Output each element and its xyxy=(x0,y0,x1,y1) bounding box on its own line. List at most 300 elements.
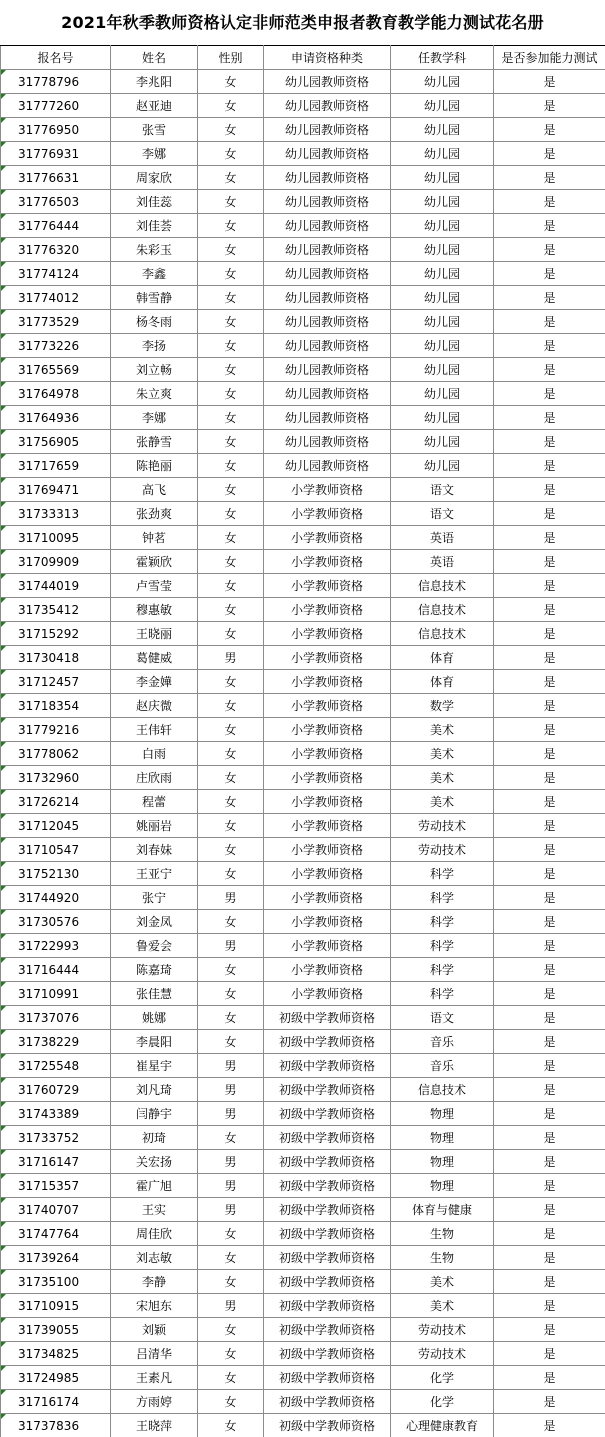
cell-id[interactable]: 31776950 xyxy=(1,118,111,142)
cell-id[interactable]: 31777260 xyxy=(1,94,111,118)
cell-id[interactable]: 31726214 xyxy=(1,790,111,814)
cell-certificate-type[interactable]: 小学教师资格 xyxy=(264,622,391,646)
cell-certificate-type[interactable]: 幼儿园教师资格 xyxy=(264,142,391,166)
cell-subject[interactable]: 物理 xyxy=(391,1102,494,1126)
cell-participate-test[interactable]: 是 xyxy=(494,310,605,334)
cell-id[interactable]: 31716174 xyxy=(1,1390,111,1414)
cell-certificate-type[interactable]: 初级中学教师资格 xyxy=(264,1198,391,1222)
cell-subject[interactable]: 语文 xyxy=(391,1006,494,1030)
cell-participate-test[interactable]: 是 xyxy=(494,454,605,478)
cell-gender[interactable]: 女 xyxy=(198,766,264,790)
cell-name[interactable]: 穆惠敏 xyxy=(111,598,198,622)
cell-id[interactable]: 31776503 xyxy=(1,190,111,214)
cell-id[interactable]: 31769471 xyxy=(1,478,111,502)
cell-subject[interactable]: 物理 xyxy=(391,1150,494,1174)
cell-participate-test[interactable]: 是 xyxy=(494,70,605,94)
cell-subject[interactable]: 生物 xyxy=(391,1222,494,1246)
cell-id[interactable]: 31739055 xyxy=(1,1318,111,1342)
cell-id[interactable]: 31712457 xyxy=(1,670,111,694)
cell-name[interactable]: 王伟轩 xyxy=(111,718,198,742)
cell-certificate-type[interactable]: 小学教师资格 xyxy=(264,934,391,958)
cell-id[interactable]: 31735100 xyxy=(1,1270,111,1294)
cell-subject[interactable]: 幼儿园 xyxy=(391,430,494,454)
cell-gender[interactable]: 女 xyxy=(198,382,264,406)
cell-subject[interactable]: 幼儿园 xyxy=(391,382,494,406)
cell-participate-test[interactable]: 是 xyxy=(494,694,605,718)
cell-subject[interactable]: 科学 xyxy=(391,910,494,934)
cell-subject[interactable]: 幼儿园 xyxy=(391,262,494,286)
cell-certificate-type[interactable]: 幼儿园教师资格 xyxy=(264,286,391,310)
cell-participate-test[interactable]: 是 xyxy=(494,1078,605,1102)
cell-participate-test[interactable]: 是 xyxy=(494,166,605,190)
cell-gender[interactable]: 女 xyxy=(198,574,264,598)
cell-participate-test[interactable]: 是 xyxy=(494,214,605,238)
cell-participate-test[interactable]: 是 xyxy=(494,982,605,1006)
cell-subject[interactable]: 语文 xyxy=(391,502,494,526)
cell-gender[interactable]: 男 xyxy=(198,646,264,670)
cell-gender[interactable]: 男 xyxy=(198,934,264,958)
cell-id[interactable]: 31730576 xyxy=(1,910,111,934)
cell-subject[interactable]: 科学 xyxy=(391,958,494,982)
cell-name[interactable]: 鲁爱会 xyxy=(111,934,198,958)
cell-certificate-type[interactable]: 初级中学教师资格 xyxy=(264,1006,391,1030)
cell-name[interactable]: 刘凡琦 xyxy=(111,1078,198,1102)
cell-name[interactable]: 杨冬雨 xyxy=(111,310,198,334)
cell-id[interactable]: 31737076 xyxy=(1,1006,111,1030)
cell-gender[interactable]: 女 xyxy=(198,694,264,718)
cell-participate-test[interactable]: 是 xyxy=(494,766,605,790)
cell-id[interactable]: 31710095 xyxy=(1,526,111,550)
cell-gender[interactable]: 女 xyxy=(198,1414,264,1437)
cell-gender[interactable]: 女 xyxy=(198,502,264,526)
cell-certificate-type[interactable]: 小学教师资格 xyxy=(264,478,391,502)
cell-certificate-type[interactable]: 初级中学教师资格 xyxy=(264,1222,391,1246)
cell-name[interactable]: 宋旭东 xyxy=(111,1294,198,1318)
cell-id[interactable]: 31730418 xyxy=(1,646,111,670)
cell-certificate-type[interactable]: 初级中学教师资格 xyxy=(264,1102,391,1126)
cell-certificate-type[interactable]: 小学教师资格 xyxy=(264,502,391,526)
cell-participate-test[interactable]: 是 xyxy=(494,1222,605,1246)
cell-name[interactable]: 李鑫 xyxy=(111,262,198,286)
cell-subject[interactable]: 幼儿园 xyxy=(391,94,494,118)
cell-name[interactable]: 李娜 xyxy=(111,142,198,166)
cell-subject[interactable]: 幼儿园 xyxy=(391,118,494,142)
cell-name[interactable]: 庄欣雨 xyxy=(111,766,198,790)
cell-certificate-type[interactable]: 小学教师资格 xyxy=(264,910,391,934)
cell-participate-test[interactable]: 是 xyxy=(494,934,605,958)
cell-name[interactable]: 王素凡 xyxy=(111,1366,198,1390)
cell-subject[interactable]: 美术 xyxy=(391,1294,494,1318)
cell-gender[interactable]: 女 xyxy=(198,670,264,694)
cell-participate-test[interactable]: 是 xyxy=(494,478,605,502)
cell-certificate-type[interactable]: 幼儿园教师资格 xyxy=(264,406,391,430)
cell-participate-test[interactable]: 是 xyxy=(494,862,605,886)
cell-name[interactable]: 刘佳蕊 xyxy=(111,190,198,214)
header-id[interactable]: 报名号 xyxy=(1,46,111,70)
cell-participate-test[interactable]: 是 xyxy=(494,790,605,814)
cell-participate-test[interactable]: 是 xyxy=(494,286,605,310)
cell-subject[interactable]: 幼儿园 xyxy=(391,358,494,382)
cell-id[interactable]: 31710915 xyxy=(1,1294,111,1318)
cell-name[interactable]: 刘佳荟 xyxy=(111,214,198,238)
cell-gender[interactable]: 女 xyxy=(198,1006,264,1030)
header-participate-test[interactable]: 是否参加能力测试 xyxy=(494,46,605,70)
cell-gender[interactable]: 女 xyxy=(198,1342,264,1366)
cell-id[interactable]: 31776931 xyxy=(1,142,111,166)
cell-certificate-type[interactable]: 小学教师资格 xyxy=(264,598,391,622)
cell-id[interactable]: 31756905 xyxy=(1,430,111,454)
cell-name[interactable]: 白雨 xyxy=(111,742,198,766)
cell-name[interactable]: 闫静宇 xyxy=(111,1102,198,1126)
cell-id[interactable]: 31778062 xyxy=(1,742,111,766)
cell-id[interactable]: 31764936 xyxy=(1,406,111,430)
cell-subject[interactable]: 体育与健康 xyxy=(391,1198,494,1222)
cell-id[interactable]: 31717659 xyxy=(1,454,111,478)
cell-certificate-type[interactable]: 小学教师资格 xyxy=(264,646,391,670)
cell-id[interactable]: 31739264 xyxy=(1,1246,111,1270)
cell-name[interactable]: 李兆阳 xyxy=(111,70,198,94)
cell-id[interactable]: 31715357 xyxy=(1,1174,111,1198)
cell-gender[interactable]: 女 xyxy=(198,70,264,94)
cell-id[interactable]: 31716444 xyxy=(1,958,111,982)
cell-certificate-type[interactable]: 幼儿园教师资格 xyxy=(264,334,391,358)
cell-subject[interactable]: 美术 xyxy=(391,742,494,766)
cell-participate-test[interactable]: 是 xyxy=(494,910,605,934)
cell-participate-test[interactable]: 是 xyxy=(494,1390,605,1414)
cell-certificate-type[interactable]: 初级中学教师资格 xyxy=(264,1030,391,1054)
cell-subject[interactable]: 物理 xyxy=(391,1174,494,1198)
cell-certificate-type[interactable]: 小学教师资格 xyxy=(264,526,391,550)
cell-participate-test[interactable]: 是 xyxy=(494,574,605,598)
cell-participate-test[interactable]: 是 xyxy=(494,382,605,406)
cell-gender[interactable]: 女 xyxy=(198,358,264,382)
cell-subject[interactable]: 科学 xyxy=(391,934,494,958)
cell-subject[interactable]: 幼儿园 xyxy=(391,214,494,238)
header-subject[interactable]: 任教学科 xyxy=(391,46,494,70)
cell-certificate-type[interactable]: 初级中学教师资格 xyxy=(264,1054,391,1078)
cell-name[interactable]: 李娜 xyxy=(111,406,198,430)
cell-subject[interactable]: 英语 xyxy=(391,550,494,574)
cell-id[interactable]: 31776320 xyxy=(1,238,111,262)
cell-name[interactable]: 周家欣 xyxy=(111,166,198,190)
cell-gender[interactable]: 女 xyxy=(198,598,264,622)
cell-subject[interactable]: 科学 xyxy=(391,862,494,886)
cell-participate-test[interactable]: 是 xyxy=(494,718,605,742)
cell-certificate-type[interactable]: 幼儿园教师资格 xyxy=(264,70,391,94)
cell-name[interactable]: 方雨婷 xyxy=(111,1390,198,1414)
cell-gender[interactable]: 女 xyxy=(198,814,264,838)
cell-id[interactable]: 31734825 xyxy=(1,1342,111,1366)
cell-id[interactable]: 31732960 xyxy=(1,766,111,790)
cell-participate-test[interactable]: 是 xyxy=(494,238,605,262)
cell-gender[interactable]: 男 xyxy=(198,1198,264,1222)
cell-participate-test[interactable]: 是 xyxy=(494,526,605,550)
cell-name[interactable]: 崔星宇 xyxy=(111,1054,198,1078)
cell-name[interactable]: 王晓丽 xyxy=(111,622,198,646)
cell-gender[interactable]: 女 xyxy=(198,526,264,550)
cell-name[interactable]: 葛健威 xyxy=(111,646,198,670)
cell-certificate-type[interactable]: 小学教师资格 xyxy=(264,982,391,1006)
cell-gender[interactable]: 女 xyxy=(198,550,264,574)
cell-id[interactable]: 31733313 xyxy=(1,502,111,526)
cell-name[interactable]: 王亚宁 xyxy=(111,862,198,886)
cell-participate-test[interactable]: 是 xyxy=(494,1246,605,1270)
cell-certificate-type[interactable]: 幼儿园教师资格 xyxy=(264,358,391,382)
cell-id[interactable]: 31760729 xyxy=(1,1078,111,1102)
cell-name[interactable]: 姚娜 xyxy=(111,1006,198,1030)
cell-id[interactable]: 31747764 xyxy=(1,1222,111,1246)
cell-gender[interactable]: 女 xyxy=(198,190,264,214)
cell-name[interactable]: 李金嬅 xyxy=(111,670,198,694)
cell-participate-test[interactable]: 是 xyxy=(494,406,605,430)
cell-name[interactable]: 刘春妹 xyxy=(111,838,198,862)
cell-participate-test[interactable]: 是 xyxy=(494,1174,605,1198)
cell-certificate-type[interactable]: 小学教师资格 xyxy=(264,742,391,766)
cell-participate-test[interactable]: 是 xyxy=(494,1150,605,1174)
cell-participate-test[interactable]: 是 xyxy=(494,262,605,286)
cell-gender[interactable]: 女 xyxy=(198,718,264,742)
cell-certificate-type[interactable]: 小学教师资格 xyxy=(264,838,391,862)
cell-id[interactable]: 31774124 xyxy=(1,262,111,286)
cell-certificate-type[interactable]: 初级中学教师资格 xyxy=(264,1342,391,1366)
cell-participate-test[interactable]: 是 xyxy=(494,1318,605,1342)
cell-gender[interactable]: 男 xyxy=(198,1174,264,1198)
cell-certificate-type[interactable]: 幼儿园教师资格 xyxy=(264,310,391,334)
cell-subject[interactable]: 幼儿园 xyxy=(391,310,494,334)
cell-subject[interactable]: 幼儿园 xyxy=(391,286,494,310)
cell-subject[interactable]: 信息技术 xyxy=(391,574,494,598)
cell-subject[interactable]: 音乐 xyxy=(391,1054,494,1078)
cell-certificate-type[interactable]: 初级中学教师资格 xyxy=(264,1390,391,1414)
cell-subject[interactable]: 劳动技术 xyxy=(391,838,494,862)
cell-name[interactable]: 王晓萍 xyxy=(111,1414,198,1437)
cell-subject[interactable]: 物理 xyxy=(391,1126,494,1150)
cell-certificate-type[interactable]: 小学教师资格 xyxy=(264,958,391,982)
cell-name[interactable]: 张静雪 xyxy=(111,430,198,454)
cell-participate-test[interactable]: 是 xyxy=(494,622,605,646)
cell-subject[interactable]: 心理健康教育 xyxy=(391,1414,494,1437)
cell-id[interactable]: 31715292 xyxy=(1,622,111,646)
cell-certificate-type[interactable]: 初级中学教师资格 xyxy=(264,1126,391,1150)
cell-subject[interactable]: 音乐 xyxy=(391,1030,494,1054)
cell-id[interactable]: 31722993 xyxy=(1,934,111,958)
cell-subject[interactable]: 劳动技术 xyxy=(391,1342,494,1366)
cell-gender[interactable]: 女 xyxy=(198,982,264,1006)
cell-name[interactable]: 王实 xyxy=(111,1198,198,1222)
cell-participate-test[interactable]: 是 xyxy=(494,358,605,382)
cell-participate-test[interactable]: 是 xyxy=(494,1030,605,1054)
cell-participate-test[interactable]: 是 xyxy=(494,502,605,526)
cell-id[interactable]: 31776444 xyxy=(1,214,111,238)
cell-id[interactable]: 31752130 xyxy=(1,862,111,886)
cell-name[interactable]: 刘颖 xyxy=(111,1318,198,1342)
cell-name[interactable]: 钟茗 xyxy=(111,526,198,550)
cell-certificate-type[interactable]: 幼儿园教师资格 xyxy=(264,166,391,190)
cell-subject[interactable]: 幼儿园 xyxy=(391,70,494,94)
cell-id[interactable]: 31776631 xyxy=(1,166,111,190)
cell-certificate-type[interactable]: 幼儿园教师资格 xyxy=(264,190,391,214)
cell-participate-test[interactable]: 是 xyxy=(494,142,605,166)
cell-name[interactable]: 李扬 xyxy=(111,334,198,358)
cell-id[interactable]: 31779216 xyxy=(1,718,111,742)
cell-name[interactable]: 刘金凤 xyxy=(111,910,198,934)
cell-name[interactable]: 刘立畅 xyxy=(111,358,198,382)
cell-id[interactable]: 31735412 xyxy=(1,598,111,622)
cell-id[interactable]: 31725548 xyxy=(1,1054,111,1078)
cell-certificate-type[interactable]: 幼儿园教师资格 xyxy=(264,118,391,142)
cell-participate-test[interactable]: 是 xyxy=(494,742,605,766)
cell-gender[interactable]: 女 xyxy=(198,622,264,646)
cell-gender[interactable]: 女 xyxy=(198,790,264,814)
cell-id[interactable]: 31740707 xyxy=(1,1198,111,1222)
cell-subject[interactable]: 信息技术 xyxy=(391,598,494,622)
cell-gender[interactable]: 女 xyxy=(198,166,264,190)
cell-participate-test[interactable]: 是 xyxy=(494,1126,605,1150)
cell-subject[interactable]: 体育 xyxy=(391,646,494,670)
cell-gender[interactable]: 男 xyxy=(198,1294,264,1318)
cell-subject[interactable]: 劳动技术 xyxy=(391,814,494,838)
cell-gender[interactable]: 女 xyxy=(198,238,264,262)
cell-gender[interactable]: 女 xyxy=(198,838,264,862)
cell-gender[interactable]: 男 xyxy=(198,1102,264,1126)
cell-participate-test[interactable]: 是 xyxy=(494,1414,605,1437)
cell-name[interactable]: 姚丽岩 xyxy=(111,814,198,838)
cell-subject[interactable]: 幼儿园 xyxy=(391,142,494,166)
cell-gender[interactable]: 女 xyxy=(198,1270,264,1294)
cell-subject[interactable]: 美术 xyxy=(391,718,494,742)
cell-subject[interactable]: 美术 xyxy=(391,766,494,790)
cell-certificate-type[interactable]: 小学教师资格 xyxy=(264,670,391,694)
cell-subject[interactable]: 幼儿园 xyxy=(391,454,494,478)
cell-id[interactable]: 31733752 xyxy=(1,1126,111,1150)
cell-subject[interactable]: 英语 xyxy=(391,526,494,550)
cell-name[interactable]: 吕清华 xyxy=(111,1342,198,1366)
cell-subject[interactable]: 化学 xyxy=(391,1366,494,1390)
cell-gender[interactable]: 女 xyxy=(198,406,264,430)
cell-gender[interactable]: 女 xyxy=(198,262,264,286)
cell-id[interactable]: 31773226 xyxy=(1,334,111,358)
cell-gender[interactable]: 女 xyxy=(198,1222,264,1246)
cell-subject[interactable]: 美术 xyxy=(391,1270,494,1294)
cell-participate-test[interactable]: 是 xyxy=(494,958,605,982)
header-name[interactable]: 姓名 xyxy=(111,46,198,70)
cell-certificate-type[interactable]: 小学教师资格 xyxy=(264,766,391,790)
cell-id[interactable]: 31765569 xyxy=(1,358,111,382)
cell-certificate-type[interactable]: 初级中学教师资格 xyxy=(264,1294,391,1318)
cell-subject[interactable]: 美术 xyxy=(391,790,494,814)
cell-subject[interactable]: 数学 xyxy=(391,694,494,718)
cell-subject[interactable]: 体育 xyxy=(391,670,494,694)
cell-gender[interactable]: 女 xyxy=(198,286,264,310)
cell-certificate-type[interactable]: 初级中学教师资格 xyxy=(264,1414,391,1437)
cell-certificate-type[interactable]: 初级中学教师资格 xyxy=(264,1318,391,1342)
cell-gender[interactable]: 女 xyxy=(198,142,264,166)
cell-participate-test[interactable]: 是 xyxy=(494,670,605,694)
cell-id[interactable]: 31709909 xyxy=(1,550,111,574)
cell-participate-test[interactable]: 是 xyxy=(494,118,605,142)
cell-participate-test[interactable]: 是 xyxy=(494,886,605,910)
cell-participate-test[interactable]: 是 xyxy=(494,1102,605,1126)
cell-subject[interactable]: 语文 xyxy=(391,478,494,502)
cell-participate-test[interactable]: 是 xyxy=(494,598,605,622)
cell-gender[interactable]: 女 xyxy=(198,430,264,454)
cell-name[interactable]: 张佳慧 xyxy=(111,982,198,1006)
cell-gender[interactable]: 女 xyxy=(198,910,264,934)
cell-id[interactable]: 31774012 xyxy=(1,286,111,310)
cell-gender[interactable]: 女 xyxy=(198,1366,264,1390)
cell-certificate-type[interactable]: 初级中学教师资格 xyxy=(264,1174,391,1198)
cell-subject[interactable]: 科学 xyxy=(391,886,494,910)
cell-certificate-type[interactable]: 幼儿园教师资格 xyxy=(264,430,391,454)
cell-subject[interactable]: 劳动技术 xyxy=(391,1318,494,1342)
cell-name[interactable]: 韩雪静 xyxy=(111,286,198,310)
cell-participate-test[interactable]: 是 xyxy=(494,190,605,214)
cell-id[interactable]: 31710991 xyxy=(1,982,111,1006)
header-gender[interactable]: 性别 xyxy=(198,46,264,70)
cell-name[interactable]: 程蕾 xyxy=(111,790,198,814)
cell-name[interactable]: 赵庆微 xyxy=(111,694,198,718)
cell-subject[interactable]: 幼儿园 xyxy=(391,334,494,358)
cell-gender[interactable]: 男 xyxy=(198,1150,264,1174)
cell-participate-test[interactable]: 是 xyxy=(494,1006,605,1030)
cell-subject[interactable]: 幼儿园 xyxy=(391,166,494,190)
cell-participate-test[interactable]: 是 xyxy=(494,814,605,838)
cell-certificate-type[interactable]: 幼儿园教师资格 xyxy=(264,214,391,238)
cell-name[interactable]: 朱彩玉 xyxy=(111,238,198,262)
cell-name[interactable]: 高飞 xyxy=(111,478,198,502)
cell-id[interactable]: 31718354 xyxy=(1,694,111,718)
cell-id[interactable]: 31744019 xyxy=(1,574,111,598)
cell-certificate-type[interactable]: 小学教师资格 xyxy=(264,550,391,574)
cell-name[interactable]: 卢雪莹 xyxy=(111,574,198,598)
cell-participate-test[interactable]: 是 xyxy=(494,1198,605,1222)
cell-certificate-type[interactable]: 小学教师资格 xyxy=(264,694,391,718)
cell-gender[interactable]: 女 xyxy=(198,214,264,238)
cell-certificate-type[interactable]: 幼儿园教师资格 xyxy=(264,238,391,262)
cell-id[interactable]: 31712045 xyxy=(1,814,111,838)
cell-name[interactable]: 陈艳丽 xyxy=(111,454,198,478)
cell-gender[interactable]: 女 xyxy=(198,1246,264,1270)
cell-participate-test[interactable]: 是 xyxy=(494,334,605,358)
cell-id[interactable]: 31724985 xyxy=(1,1366,111,1390)
cell-subject[interactable]: 幼儿园 xyxy=(391,190,494,214)
cell-participate-test[interactable]: 是 xyxy=(494,1270,605,1294)
cell-name[interactable]: 李晨阳 xyxy=(111,1030,198,1054)
cell-id[interactable]: 31744920 xyxy=(1,886,111,910)
cell-gender[interactable]: 女 xyxy=(198,94,264,118)
cell-subject[interactable]: 幼儿园 xyxy=(391,238,494,262)
cell-participate-test[interactable]: 是 xyxy=(494,1294,605,1318)
cell-certificate-type[interactable]: 初级中学教师资格 xyxy=(264,1270,391,1294)
cell-id[interactable]: 31710547 xyxy=(1,838,111,862)
cell-participate-test[interactable]: 是 xyxy=(494,550,605,574)
cell-subject[interactable]: 幼儿园 xyxy=(391,406,494,430)
cell-participate-test[interactable]: 是 xyxy=(494,1054,605,1078)
cell-gender[interactable]: 女 xyxy=(198,118,264,142)
cell-gender[interactable]: 女 xyxy=(198,310,264,334)
cell-name[interactable]: 李静 xyxy=(111,1270,198,1294)
cell-gender[interactable]: 女 xyxy=(198,862,264,886)
cell-participate-test[interactable]: 是 xyxy=(494,646,605,670)
cell-id[interactable]: 31737836 xyxy=(1,1414,111,1437)
cell-certificate-type[interactable]: 幼儿园教师资格 xyxy=(264,382,391,406)
cell-certificate-type[interactable]: 幼儿园教师资格 xyxy=(264,94,391,118)
cell-gender[interactable]: 女 xyxy=(198,1030,264,1054)
cell-gender[interactable]: 女 xyxy=(198,454,264,478)
cell-certificate-type[interactable]: 初级中学教师资格 xyxy=(264,1078,391,1102)
cell-id[interactable]: 31716147 xyxy=(1,1150,111,1174)
cell-gender[interactable]: 男 xyxy=(198,886,264,910)
